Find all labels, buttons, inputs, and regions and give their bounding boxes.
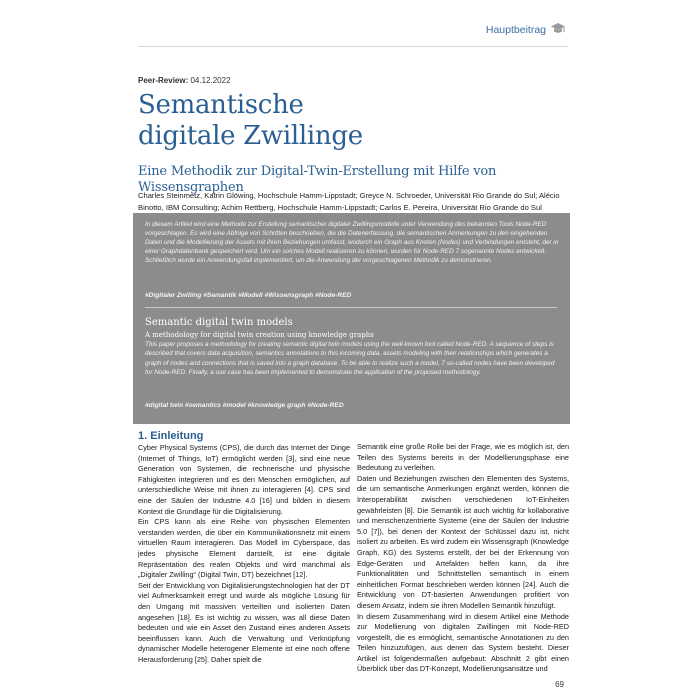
- peer-review-label: Peer-Review:: [138, 76, 189, 85]
- body-column-right: [357, 442, 569, 675]
- title-line-2: digitale Zwillinge: [138, 121, 363, 151]
- abstract-en-text: This paper proposes a methodology for creating semantic digital twin models using the well-known tool called Node-RED. A sequence of steps is described that covers data acquisition, semantics annotations to this incoming data, assets modeling with their relationships which generates a graph of nodes and connections that is saved into a graph database. To be able to realize such a model, 7 so-called nodes have been developed for Node-RED. Finally, a use case has been implemented to demonstrate the application of the proposed methodology.: [145, 341, 555, 376]
- abstract-de-text: In diesem Artikel wird eine Methode zur Erstellung semantischer digitaler Zwillingsmodelle unter Verwendung des bekannten Tools Node-RED vorgeschlagen. Es wird eine Abfolge von Schritten beschrieben, die die Datenerfassung, die semantischen Anmerkungen zu den eingehenden Daten und die Modellierung der Assets mit ihren Beziehungen umfasst, wodurch ein Graph aus Knoten (Nodes) und Verbindungen entsteht, der in einer Graphdatenbank gespeichert wird. Um ein solches Modell realisieren zu können, wurden für Node-RED 7 sogenannte Nodes entwickelt. Schließlich wurde ein Anwendungsfall implementiert, um die Anwendung der vorgeschlagenen Methodik zu demonstrieren.: [145, 221, 559, 265]
- page-number: 69: [555, 680, 564, 689]
- paragraph: Daten und Beziehungen zwischen den Elementen des Systems, die um semantische Anmerkungen ergänzt werden, können die Interoperabilität zwischen verschiedenen IoT-Einheiten gewährleisten [8]. Die Semantik ist auch wichtig für kollaborative und menschenzentrierte Systeme (eine der Säulen der Industrie 5.0 [7]), bei denen der Kontext der Schlüssel dazu ist, nicht isoliert zu arbeiten. Es wird zudem ein Wissensgraph (Knowledge Graph, KG) des Systems erstellt, der bei der Erkennung von Edge-Geräten und Artefakten helfen kann, da ihre Funktionalitäten und Schnittstellen semantisch in einem einheitlichen Format beschrieben werden können [24]. Auch die Entwicklung von DT-basierten Anwendungen profitiert von diesem Ansatz, indem sie ihren Modellen Semantik hinzufügt.: [357, 473, 569, 610]
- paragraph: Semantik eine große Rolle bei der Frage, wie es möglich ist, den Teilen des Systems bereits in der Modellierungsphase eine Bedeutung zu verleihen.: [357, 442, 569, 473]
- peer-review-date: 04.12.2022: [190, 76, 231, 85]
- article-subtitle: Eine Methodik zur Digital-Twin-Erstellung mit Hilfe von Wissensgraphen: [138, 164, 497, 195]
- peer-review-line: [138, 76, 231, 85]
- abstract-divider: [145, 307, 557, 308]
- page-header: [138, 16, 568, 47]
- paragraph: Seit der Entwicklung von Digitalisierungstechnologien hat der DT viel Aufmerksamkeit erregt und wurde als mögliche Lösung für den Umgang mit massiven verteilten und isolierten Daten angesehen [18]. Es ist wichtig zu wissen, was all diese Daten bedeuten und wie ein Asset den Zustand eines anderen Assets beeinflussen kann. Auch die Verwaltung und Verknüpfung dynamischer Modelle heterogener Elemente ist eine noch offene Herausforderung [25]. Daher spielt die: [138, 580, 350, 664]
- author-list: [138, 190, 566, 213]
- authors-line-1: Charles Steinmetz, Katrin Glöwing, Hochschule Hamm-Lippstadt; Greyce N. Schroeder, Universität Rio Grande do Sul; Alécio: [138, 191, 560, 200]
- section-heading: 1. Einleitung: [138, 430, 204, 442]
- paragraph: In diesem Zusammenhang wird in diesem Artikel eine Methode zur Modellierung von digitalen Zwillingen mit Node-RED vorgestellt, die es ermöglicht, semantische Annotationen zu den Teilen hinzuzufügen, aus denen das System besteht. Dieser Artikel ist folgendermaßen aufgebaut: Abschnitt 2 gibt einen Überblick über das DT-Konzept, Modellierungsansätze und: [357, 611, 569, 674]
- article-title: [138, 90, 558, 152]
- section-label: Hauptbeitrag: [485, 24, 546, 36]
- graduation-cap-icon: [550, 22, 566, 36]
- paragraph: Ein CPS kann als eine Reihe von physischen Elementen verstanden werden, die über ein Kommunikationsnetz mit einem virtuellen Raum interagieren. Das Modell im Cyberspace, das jedes physische Element darstellt, ist eine digitale Repräsentation des realen Objekts und wird manchmal als „Digitaler Zwilling“ (Digital Twin, DT) bezeichnet [12].: [138, 517, 350, 580]
- abstract-en-subtitle: A methodology for digital twin creation using knowledge graphs: [145, 331, 374, 339]
- abstract-de-tags: #Digitaler Zwilling #Semantik #Modell #Wissensgraph #Node-RED: [145, 292, 352, 299]
- abstract-en-tags: #digital twin #semantics #model #knowledge graph #Node-RED: [145, 402, 344, 409]
- abstract-en-title: Semantic digital twin models: [145, 317, 293, 328]
- body-column-left: [138, 430, 350, 665]
- abstract-box: [133, 213, 570, 424]
- title-line-1: Semantische: [138, 90, 304, 120]
- authors-line-2: Binotto, IBM Consulting; Achim Rettberg, Hochschule Hamm-Lippstadt; Carlos E. Pereira, Universität Rio Grande do Sul: [138, 202, 542, 212]
- paragraph: Cyber Physical Systems (CPS), die durch das Internet der Dinge (Internet of Things, IoT) ermöglicht werden [3], sind eine neue Generation von Systemen, die rechnerische und physische Fähigkeiten integrieren und es den Menschen ermöglichen, auf unterschiedliche Weise mit ihnen zu interagieren [4]. CPS sind eine der Säulen der Industrie 4.0 [16] und bilden in diesem Kontext die Grundlage für die Digitalisierung.: [138, 443, 350, 516]
